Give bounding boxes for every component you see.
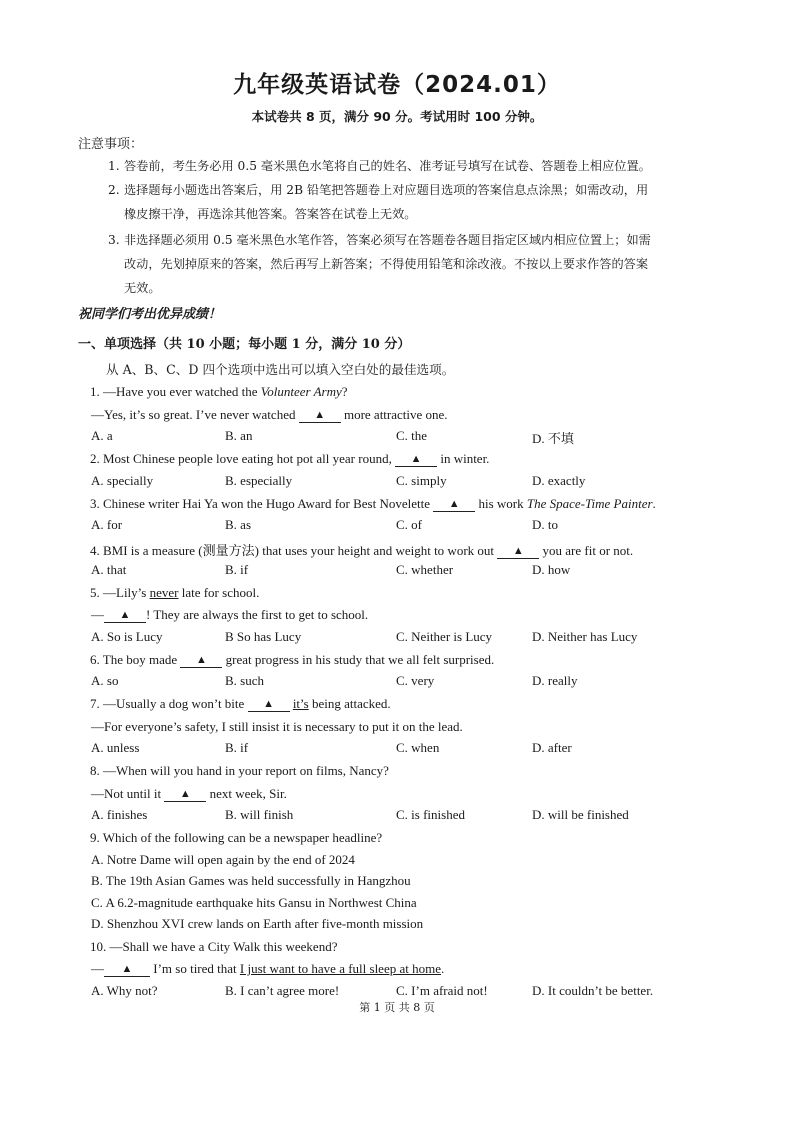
answer-blank: ▲ <box>248 698 290 712</box>
answer-option: B. such <box>225 673 264 688</box>
question-text: 2. Most Chinese people love eating hot pot all year round, <box>90 451 396 466</box>
answer-blank: ▲ <box>497 545 539 559</box>
question-text: ! They are always the first to get to school. <box>146 607 369 622</box>
answer-option: A. specially <box>91 472 154 488</box>
answer-option: B So has Lucy <box>225 628 302 644</box>
notes-title: 注意事项： <box>78 137 144 152</box>
answer-option: C. simply <box>396 472 447 488</box>
answer-option: A. so <box>91 673 119 688</box>
question-text: great progress in his study that we all felt surprised. <box>222 651 495 667</box>
answer-option: A. Why not? <box>91 982 158 998</box>
question-text: being attacked. <box>308 696 391 711</box>
question-text: —Not until it <box>91 785 165 801</box>
section-instruction: 从 A、B、C、D 四个选项中选出可以填入空白处的最佳选项。 <box>106 362 455 377</box>
question-text: 4. BMI is a measure (测量方法) that uses your height and weight to work out <box>90 543 498 558</box>
answer-option: C. whether <box>396 561 454 577</box>
question-text: 10. —Shall we have a City Walk this weekend? <box>90 938 338 954</box>
question-stem <box>90 384 348 400</box>
underlined-text: it’s <box>292 696 309 711</box>
question-text: 1. —Have you ever watched the <box>90 384 261 399</box>
question-text: 3. Chinese writer Hai Ya won the Hugo Award for Best Novelette <box>90 495 434 511</box>
question-text: 6. The boy made <box>90 651 181 667</box>
answer-option: D. It couldn’t be better. <box>532 982 654 998</box>
answer-option: A. a <box>91 428 113 443</box>
question-text: 5. —Lily’s <box>90 584 150 600</box>
question-dialogue-line <box>91 786 287 802</box>
question-text: —For everyone’s safety, I still insist it is necessary to put it on the lead. <box>91 718 463 734</box>
question-stem <box>90 585 259 601</box>
answer-option: C. very <box>396 673 435 688</box>
answer-option: D. Shenzhou XVI crew lands on Earth after five-month mission <box>91 916 424 931</box>
answer-option: A. unless <box>91 740 140 755</box>
section-title: 一、单项选择（共 10 小题；每小题 1 分，满分 10 分） <box>78 337 411 352</box>
question-text: ? <box>341 384 348 399</box>
answer-blank: ▲ <box>299 409 341 423</box>
answer-blank: ▲ <box>164 788 206 802</box>
answer-option: D. exactly <box>532 472 586 488</box>
question-text: more attractive one. <box>340 406 448 422</box>
question-stem <box>90 496 656 512</box>
good-luck-message: 祝同学们考出优异成绩！ <box>78 307 222 322</box>
question-text: his work <box>475 495 527 511</box>
note-item <box>108 178 748 226</box>
page-footer: 第 1 页 共 8 页 <box>359 1001 435 1014</box>
question-stem <box>90 763 389 779</box>
answer-option: B. an <box>225 428 253 443</box>
answer-option: D. how <box>532 561 571 577</box>
answer-option: B. The 19th Asian Games was held successfully in Hangzhou <box>91 873 411 888</box>
note-line: 非选择题必须用 0.5 毫米黑色水笔作答，答案必须写在答题卷各题目指定区域内相应位置上；如需 <box>124 233 651 247</box>
answer-option: D. really <box>532 673 578 688</box>
answer-option: C. the <box>396 428 428 443</box>
answer-blank: ▲ <box>104 963 150 977</box>
question-text: late for school. <box>178 584 260 600</box>
question-text: I’m so tired that <box>150 961 240 976</box>
answer-option: C. when <box>396 740 440 755</box>
italic-title: The Space-Time Painter <box>526 495 653 511</box>
question-text: —Yes, it’s so great. I’ve never watched <box>91 406 299 422</box>
answer-option: D. after <box>532 740 572 755</box>
answer-blank: ▲ <box>104 609 146 623</box>
note-line: 答卷前，考生务必用 0.5 毫米黑色水笔将自己的姓名、准考证号填写在试卷、答题卷上相应位置。 <box>124 159 651 173</box>
note-number: 2. <box>108 183 120 197</box>
question-text: . <box>441 961 445 976</box>
answer-option: D. to <box>532 517 558 532</box>
note-item <box>108 228 748 300</box>
answer-option: D. Neither has Lucy <box>532 628 638 644</box>
answer-option: A. So is Lucy <box>91 628 163 644</box>
italic-title: Volunteer Army <box>260 384 342 399</box>
question-text: 9. Which of the following can be a newspaper headline? <box>90 830 383 845</box>
question-dialogue-line <box>91 961 444 977</box>
answer-option: B. I can’t agree more! <box>225 982 340 998</box>
question-stem <box>90 652 494 668</box>
page-title: 九年级英语试卷（2024.01） <box>233 72 561 98</box>
question-stem <box>90 696 391 712</box>
note-number: 3. <box>108 233 120 247</box>
underlined-text: I just want to have a full sleep at home <box>239 961 441 976</box>
answer-option: D. will be finished <box>532 807 629 822</box>
answer-option: D. 不填 <box>532 431 574 446</box>
question-text: 7. —Usually a dog won’t bite <box>90 696 248 711</box>
answer-blank: ▲ <box>180 654 222 668</box>
answer-option: B. especially <box>225 472 293 488</box>
question-text: — <box>91 961 104 976</box>
page-subtitle: 本试卷共 8 页，满分 90 分。考试用时 100 分钟。 <box>251 109 543 124</box>
question-text: 8. —When will you hand in your report on films, Nancy? <box>90 763 389 778</box>
answer-blank: ▲ <box>433 498 475 512</box>
answer-option: A. for <box>91 517 123 532</box>
note-line: 改动，先划掉原来的答案，然后再写上新答案；不得使用铅笔和涂改液。不按以上要求作答的答案 <box>124 257 649 271</box>
question-dialogue-line <box>91 407 448 423</box>
answer-option: C. of <box>396 517 422 532</box>
answer-option: B. if <box>225 740 249 755</box>
note-line: 无效。 <box>124 281 161 295</box>
question-dialogue-line <box>91 607 368 623</box>
answer-option: C. A 6.2-magnitude earthquake hits Gansu in Northwest China <box>91 894 417 910</box>
note-number: 1. <box>108 159 120 173</box>
question-stem <box>90 830 382 846</box>
question-text: . <box>652 495 656 511</box>
note-line: 橡皮擦干净，再选涂其他答案。答案答在试卷上无效。 <box>124 207 417 221</box>
question-stem <box>90 451 489 467</box>
answer-option: C. Neither is Lucy <box>396 628 493 644</box>
answer-option: B. will finish <box>225 807 294 822</box>
note-line: 选择题每小题选出答案后，用 2B 铅笔把答题卷上对应题目选项的答案信息点涂黑；如需改动，用 <box>124 183 649 197</box>
answer-blank: ▲ <box>395 453 437 467</box>
answer-option: B. if <box>225 561 249 577</box>
answer-option: C. is finished <box>396 807 465 822</box>
question-stem <box>90 540 633 559</box>
question-text: — <box>91 607 104 622</box>
question-stem <box>90 939 337 955</box>
answer-option: A. that <box>91 561 127 577</box>
question-dialogue-line <box>91 719 463 735</box>
answer-option: C. I’m afraid not! <box>396 982 488 998</box>
question-text: next week, Sir. <box>206 785 287 801</box>
answer-option: B. as <box>225 517 251 532</box>
answer-option: A. finishes <box>91 807 148 822</box>
answer-option: A. Notre Dame will open again by the end of 2024 <box>91 851 355 867</box>
underlined-text: never <box>149 584 179 600</box>
note-item <box>108 154 748 178</box>
question-text: in winter. <box>437 451 490 466</box>
question-text: you are fit or not. <box>539 543 634 558</box>
